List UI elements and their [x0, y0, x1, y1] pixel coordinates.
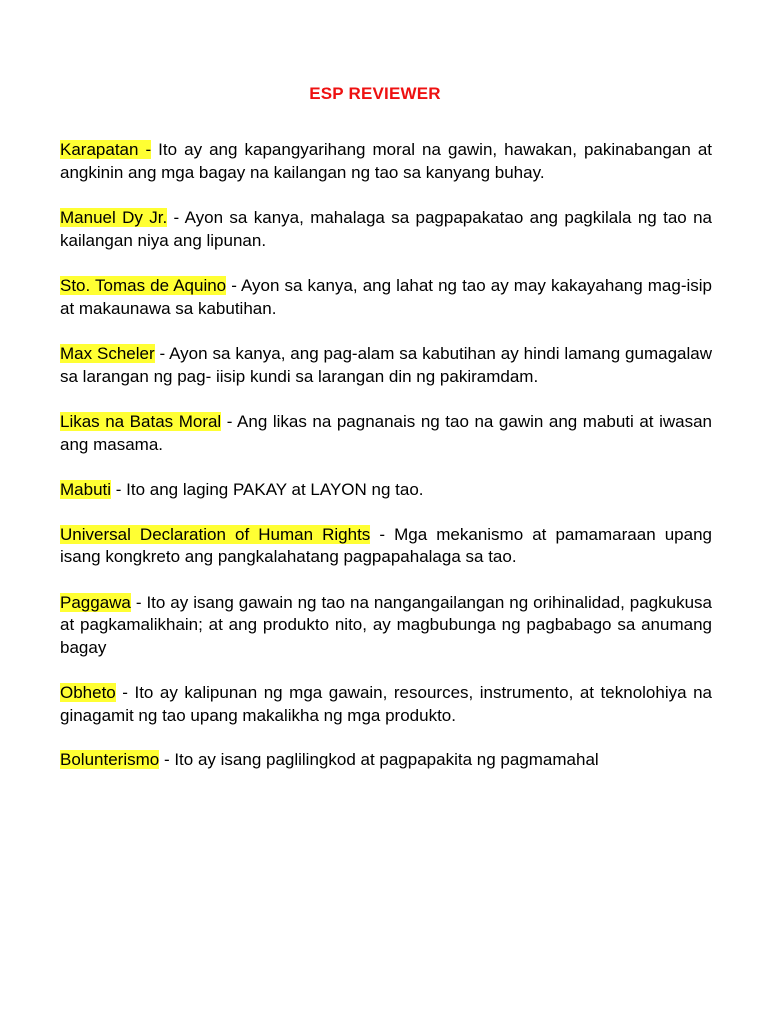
- entry-udhr: [60, 524, 712, 569]
- entry-paggawa: [60, 592, 712, 660]
- entry-term: Karapatan -: [60, 140, 152, 159]
- entry-mabuti: [60, 479, 712, 502]
- entry-tomas-de-aquino: [60, 275, 712, 320]
- entry-definition: - Ayon sa kanya, ang lahat ng tao ay may kakayahang mag-isip at makaunawa sa kabutihan.: [60, 276, 712, 318]
- entry-boluntarismo: [60, 749, 712, 772]
- document-title: ESP REVIEWER: [309, 84, 441, 103]
- entry-likas-na-batas-moral: [60, 411, 712, 456]
- entry-definition: Ito ay ang kapangyarihang moral na gawin, hawakan, pakinabangan at angkinin ang mga bagay na kailangan ng tao sa kanyang buhay.: [60, 140, 712, 182]
- entry-definition: - Ang likas na pagnanais ng tao na gawin ang mabuti at iwasan ang masama.: [60, 412, 712, 454]
- entry-karapatan: [60, 139, 712, 184]
- entry-definition: - Ito ang laging PAKAY at LAYON ng tao.: [111, 480, 424, 499]
- entry-manuel-dy: [60, 207, 712, 252]
- entry-definition: - Ito ay kalipunan ng mga gawain, resources, instrumento, at teknolohiya na ginagamit ng tao upang makalikha ng mga produkto.: [60, 683, 712, 725]
- entry-term: Bolunterismo: [60, 750, 160, 769]
- entry-term: Likas na Batas Moral: [60, 412, 222, 431]
- entry-max-scheler: [60, 343, 712, 388]
- entry-term: Sto. Tomas de Aquino: [60, 276, 227, 295]
- entry-definition: - Ito ay isang gawain ng tao na nangangailangan ng orihinalidad, pagkukusa at pagkamalikhain; at ang produkto nito, ay magbubunga ng pagbabago sa anumang bagay: [60, 592, 712, 657]
- entry-obheto: [60, 682, 712, 727]
- entry-term: Manuel Dy Jr.: [60, 208, 168, 227]
- entry-definition: - Ayon sa kanya, mahalaga sa pagpapakatao ang pagkilala ng tao na kailangan niya ang lipunan.: [60, 208, 712, 250]
- entry-term: Universal Declaration of Human Rights: [60, 524, 371, 544]
- entry-definition: - Ayon sa kanya, ang pag-alam sa kabutihan ay hindi lamang gumagalaw sa larangan ng pag- iisip kundi sa larangan din ng pakiramdam.: [60, 344, 713, 386]
- entry-term: Obheto: [60, 683, 116, 702]
- entry-definition: - Ito ay isang paglilingkod at pagpapakita ng pagmamahal: [159, 750, 599, 769]
- entry-definition: - Mga mekanismo at pamamaraan upang isang kongkreto ang pangkalahatang pagpapahalaga sa tao.: [60, 524, 712, 566]
- entry-list: [60, 139, 712, 772]
- entry-term: Paggawa: [60, 592, 131, 612]
- entry-term: Mabuti: [60, 480, 112, 499]
- entry-term: Max Scheler: [60, 344, 155, 363]
